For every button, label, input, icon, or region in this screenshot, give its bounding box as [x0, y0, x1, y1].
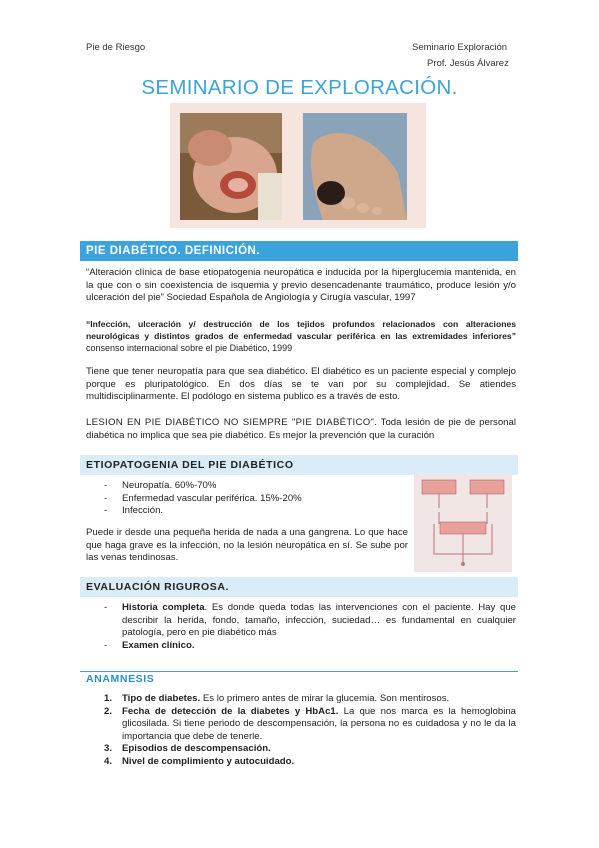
page-title: SEMINARIO DE EXPLORACIÓN.: [141, 76, 458, 99]
historia-text: . Es donde queda todas las intervenciones con el paciente. Hay que describir la herida, fondo, tamaño, infección, suciedad… es fundamental en cualquier patología, pero en pie diabético más: [122, 602, 516, 639]
item-title: Episodios de descompensación.: [122, 743, 271, 755]
etiopatogenia-diagram: [414, 474, 512, 572]
item-number: 1.: [104, 693, 113, 704]
lesion-paragraph: [86, 417, 516, 442]
evaluacion-list: [104, 602, 516, 652]
list-item: [104, 693, 516, 706]
header-left: Pie de Riesgo: [86, 42, 146, 53]
item-title: Tipo de diabetes.: [122, 693, 201, 704]
list-item: [104, 640, 516, 653]
definition-quote-1: “Alteración clínica de base etiopatogenia neuropática e inducida por la hiperglucemia mantenida, en la que con o sin coexistencia de isquemia y previo desencadenante traumático, produce lesión y/o ulceración del pie” Sociedad Española de Angiología y Cirugía vascular, 1997: [86, 267, 516, 304]
list-item: - Infección.: [104, 505, 302, 518]
etiopatogenia-paragraph: Puede ir desde una pequeña herida de nada a una gangrena. Lo que hace que haga grave es la infección, no la lesión neuropática en sí. Se sube por las venas tendinosas.: [86, 527, 408, 564]
definition-paragraph: Tiene que tener neuropatía para que sea diabético. El diabético es un paciente especial y complejo porque es pluripatológico. En dos días se te van por su complejidad. Se atiendes multidisciplinarmente. El podólogo en sistema publico es a través de esto.: [86, 366, 516, 403]
list-item: [104, 706, 516, 744]
list-item: - Neuropatía. 60%-70%: [104, 480, 302, 493]
etiopatogenia-list: [104, 480, 302, 518]
definition-quote-2-text: “Infección, ulceración y/ destrucción de los tejidos profundos relacionados con alteraciones neurológicas y distintos grados de enfermedad vascular periférica en las extremidades inferiores”: [86, 319, 516, 341]
lesion-caps: LESION EN PIE DIABÉTICO NO SIEMPRE "PIE DIABÉTICO".: [86, 417, 378, 428]
photo-frame: [170, 103, 426, 228]
section-heading-anamnesis: ANAMNESIS: [86, 673, 155, 685]
foot-ulcer-photo: [180, 113, 282, 220]
item-number: 3.: [104, 743, 113, 755]
item-title: Nivel de complimiento y autocuidado.: [122, 755, 295, 767]
section-heading-etiopatogenia: ETIOPATOGENIA DEL PIE DIABÉTICO: [80, 455, 518, 475]
section-heading-definicion: PIE DIABÉTICO. DEFINICIÓN.: [80, 241, 518, 261]
item-text: Es lo primero antes de mirar la glucemia. Son mentirosos.: [200, 693, 450, 704]
list-item: [104, 743, 516, 756]
foot-gangrene-photo: [303, 113, 407, 220]
header-right-author: Prof. Jesús Álvarez: [427, 58, 509, 69]
item-text: La que nos marca es la hemoglobina glicosilada. Si tiene periodo de descompensación, la persona no es cuidadosa y no le da la importancia que debe de tenerle.: [122, 705, 516, 742]
lesion-rest: Toda lesión de pie de personal diabética no implica que sea pie diabético. Es mejor la prevención que la curación: [86, 417, 516, 441]
definition-quote-2: [86, 318, 516, 354]
examen-label: Examen clínico.: [122, 639, 195, 651]
anamnesis-list: [104, 693, 516, 769]
item-title: Fecha de detección de la diabetes y HbAc1.: [122, 705, 339, 717]
list-item: [104, 756, 516, 769]
list-item: [104, 602, 516, 640]
header-right-title: Seminario Exploración: [412, 42, 508, 53]
list-item: - Enfermedad vascular periférica. 15%-20%: [104, 493, 302, 506]
item-number: 4.: [104, 755, 113, 767]
anamnesis-rule: [80, 671, 518, 672]
historia-label: Historia completa: [122, 602, 205, 613]
section-heading-evaluacion: EVALUACIÓN RIGUROSA.: [80, 577, 518, 597]
item-number: 2.: [104, 705, 113, 717]
definition-quote-2-source: consenso internacional sobre el pie Diabético, 1999: [86, 343, 293, 353]
